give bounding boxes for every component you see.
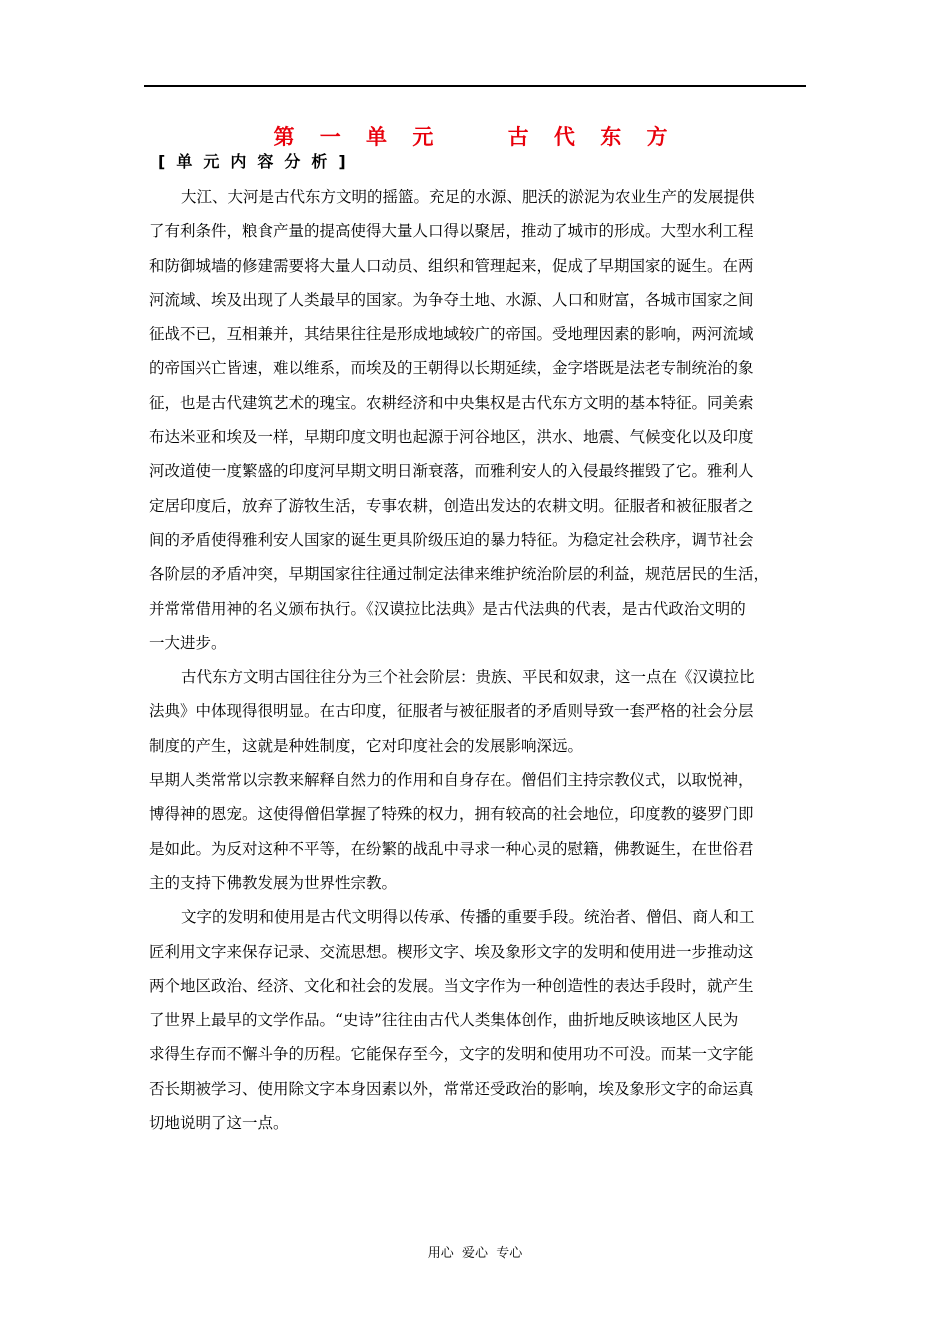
document-body xyxy=(149,180,803,1140)
paragraph-line: 文字的发明和使用是古代文明得以传承、传播的重要手段。统治者、僧侣、商人和工 xyxy=(181,908,755,927)
paragraph-line: 了有利条件，粮食产量的提高使得大量人口得以聚居，推动了城市的形成。大型水利工程 xyxy=(149,222,754,241)
paragraph-line: 各阶层的矛盾冲突，早期国家往往通过制定法律来维护统治阶层的利益，规范居民的生活， xyxy=(149,565,770,584)
paragraph xyxy=(149,900,803,1140)
paragraph-line: 大江、大河是古代东方文明的摇篮。充足的水源、肥沃的淤泥为农业生产的发展提供 xyxy=(181,188,755,206)
paragraph-line: 匠利用文字来保存记录、交流思想。楔形文字、埃及象形文字的发明和使用进一步推动这 xyxy=(149,942,754,961)
paragraph-line: 了世界上最早的文学作品。“史诗”往往由古代人类集体创作，曲折地反映该地区人民为 xyxy=(149,1011,739,1030)
page-title: 第 一 单 元 古 代 东 方 xyxy=(273,125,677,149)
paragraph xyxy=(149,180,803,660)
paragraph-line: 布达米亚和埃及一样，早期印度文明也起源于河谷地区，洪水、地震、气候变化以及印度 xyxy=(149,428,754,447)
paragraph-line: 否长期被学习、使用除文字本身因素以外，常常还受政治的影响，埃及象形文字的命运真 xyxy=(149,1079,754,1098)
paragraph-line: 并常常借用神的名义颁布执行。《汉谟拉比法典》是古代法典的代表，是古代政治文明的 xyxy=(149,599,746,618)
paragraph-line: 切地说明了这一点。 xyxy=(149,1114,289,1133)
section-heading: [单元内容分析] xyxy=(158,152,357,171)
paragraph-line: 求得生存而不懈斗争的历程。它能保存至今，文字的发明和使用功不可没。而某一文字能 xyxy=(149,1045,754,1064)
paragraph-line: 的帝国兴亡皆速，难以维系，而埃及的王朝得以长期延续，金字塔既是法老专制统治的象 xyxy=(149,359,754,378)
paragraph-line: 定居印度后，放弃了游牧生活，专事农耕，创造出发达的农耕文明。征服者和被征服者之 xyxy=(149,496,754,515)
paragraph-line: 是如此。为反对这种不平等，在纷繁的战乱中寻求一种心灵的慰籍，佛教诞生，在世俗君 xyxy=(149,839,754,858)
paragraph-line: 河改道使一度繁盛的印度河早期文明日渐衰落，而雅利安人的入侵最终摧毁了它。雅利人 xyxy=(149,462,754,481)
paragraph-line: 博得神的恩宠。这使得僧侣掌握了特殊的权力，拥有较高的社会地位，印度教的婆罗门即 xyxy=(149,805,754,824)
paragraph-line: 古代东方文明古国往往分为三个社会阶层：贵族、平民和奴隶，这一点在《汉谟拉比 xyxy=(181,668,755,687)
paragraph-line: 法典》中体现得很明显。在古印度，征服者与被征服者的矛盾则导致一套严格的社会分层 xyxy=(149,702,754,721)
paragraph-line: 主的支持下佛教发展为世界性宗教。 xyxy=(149,873,398,892)
page-footer: 用心 爱心 专心 xyxy=(427,1246,523,1261)
paragraph-line: 一大进步。 xyxy=(149,633,227,652)
paragraph-line: 征战不已，互相兼并，其结果往往是形成地域较广的帝国。受地理因素的影响，两河流域 xyxy=(149,325,754,344)
paragraph-line: 早期人类常常以宗教来解释自然力的作用和自身存在。僧侣们主持宗教仪式，以取悦神， xyxy=(149,771,754,790)
paragraph-line: 征，也是古代建筑艺术的瑰宝。农耕经济和中央集权是古代东方文明的基本特征。同美索 xyxy=(149,393,754,412)
paragraph-line: 制度的产生，这就是种姓制度，它对印度社会的发展影响深远。 xyxy=(149,736,584,755)
paragraph-line: 和防御城墙的修建需要将大量人口动员、组织和管理起来，促成了早期国家的诞生。在两 xyxy=(149,256,754,275)
paragraph-line: 两个地区政治、经济、文化和社会的发展。当文字作为一种创造性的表达手段时，就产生 xyxy=(149,976,754,995)
paragraph-line: 河流域、埃及出现了人类最早的国家。为争夺土地、水源、人口和财富，各城市国家之间 xyxy=(149,290,754,309)
paragraph xyxy=(149,763,803,900)
paragraph xyxy=(149,660,803,763)
header-rule xyxy=(144,85,806,87)
paragraph-line: 间的矛盾使得雅利安人国家的诞生更具阶级压迫的暴力特征。为稳定社会秩序，调节社会 xyxy=(149,530,754,549)
